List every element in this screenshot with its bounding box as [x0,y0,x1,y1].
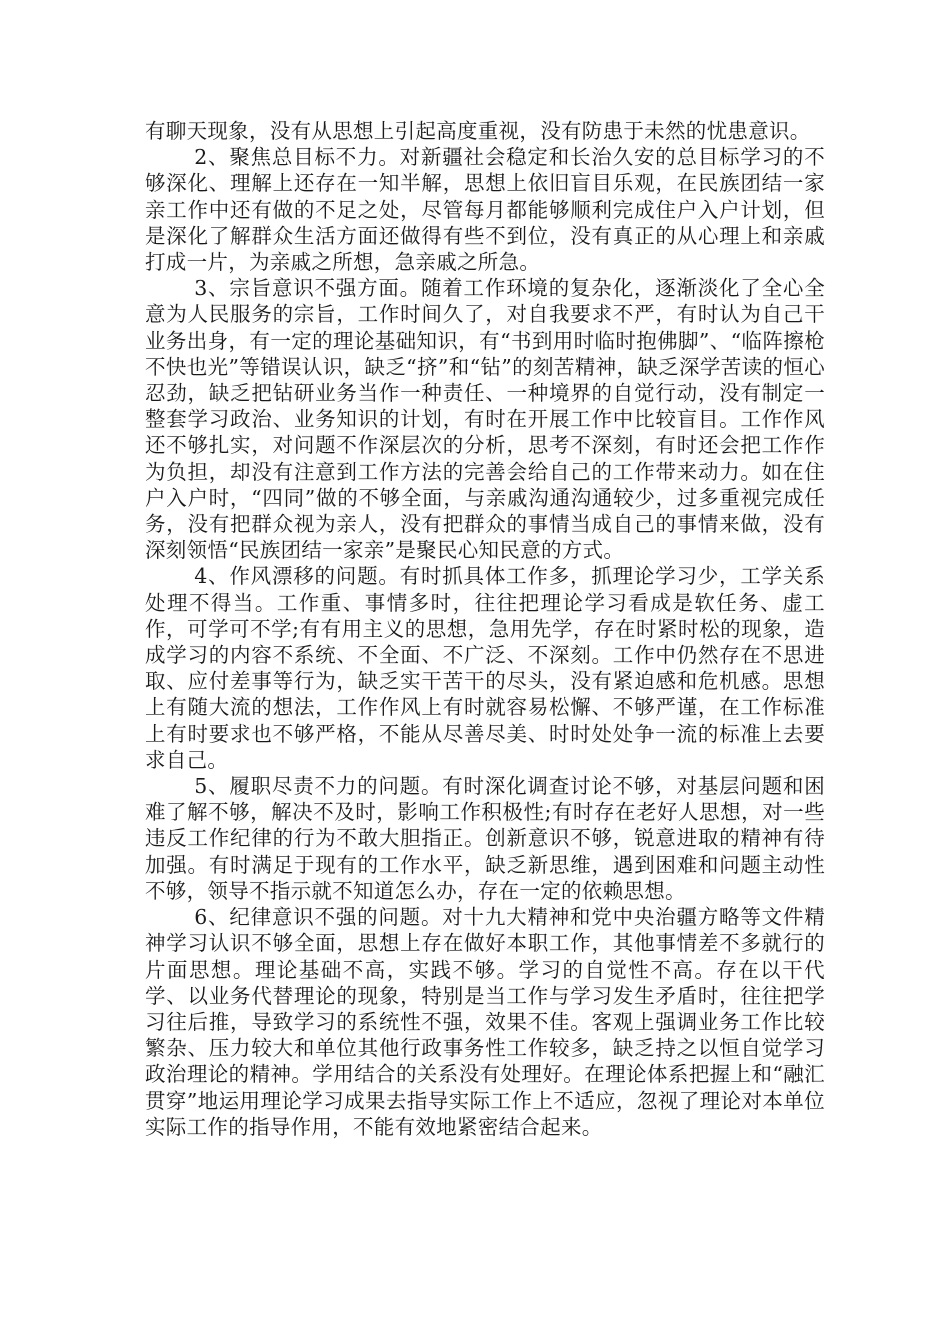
paragraph-item-4: 4、作风漂移的问题。有时抓具体工作多，抓理论学习少，工学关系处理不得当。工作重、事情多时，往往把理论学习看成是软任务、虚工作，可学可不学;有有用主义的思想，急用先学，存在时紧时松的现象，造成学习的内容不系统、不全面、不广泛、不深刻。工作中仍然存在不思进取、应付差事等行为，缺乏实干苦干的尽头，没有紧迫感和危机感。思想上有随大流的想法，工作作风上有时就容易松懈、不够严谨，在工作标准上有时要求也不够严格，不能从尽善尽美、时时处处争一流的标准上去要求自己。 [145,564,825,772]
document-body [145,118,825,1140]
paragraph-item-3: 3、宗旨意识不强方面。随着工作环境的复杂化，逐渐淡化了全心全意为人民服务的宗旨，工作时间久了，对自我要求不严，有时认为自己干业务出身，有一定的理论基础知识，有“书到用时临时抱佛脚”、“临阵擦枪不快也光”等错误认识，缺乏“挤”和“钻”的刻苦精神，缺乏深学苦读的恒心忍劲，缺乏把钻研业务当作一种责任、一种境界的自觉行动，没有制定一整套学习政治、业务知识的计划，有时在开展工作中比较盲目。工作作风还不够扎实，对问题不作深层次的分析，思考不深刻，有时还会把工作作为负担，却没有注意到工作方法的完善会给自己的工作带来动力。如在住户入户时，“四同”做的不够全面，与亲戚沟通沟通较少，过多重视完成任务，没有把群众视为亲人，没有把群众的事情当成自己的事情来做，没有深刻领悟“民族团结一家亲”是聚民心知民意的方式。 [145,276,825,563]
paragraph-continuation: 有聊天现象，没有从思想上引起高度重视，没有防患于未然的忧患意识。 [145,119,811,143]
paragraph-item-6: 6、纪律意识不强的问题。对十九大精神和党中央治疆方略等文件精神学习认识不够全面，思想上存在做好本职工作，其他事情差不多就行的片面思想。理论基础不高，实践不够。学习的自觉性不高。存在以干代学、以业务代替理论的现象，特别是当工作与学习发生矛盾时，往往把学习往后推，导致学习的系统性不强，效果不佳。客观上强调业务工作比较繁杂、压力较大和单位其他行政事务性工作较多，缺乏持之以恒自觉学习政治理论的精神。学用结合的关系没有处理好。在理论体系把握上和“融汇贯穿”地运用理论学习成果去指导实际工作上不适应，忽视了理论对本单位实际工作的指导作用，不能有效地紧密结合起来。 [145,905,825,1139]
paragraph-item-5: 5、履职尽责不力的问题。有时深化调查讨论不够，对基层问题和困难了解不够，解决不及时，影响工作积极性;有时存在老好人思想，对一些违反工作纪律的行为不敢大胆指正。创新意识不够，锐意进取的精神有待加强。有时满足于现有的工作水平，缺乏新思维，遇到困难和问题主动性不够，领导不指示就不知道怎么办，存在一定的依赖思想。 [145,774,825,903]
paragraph-item-2: 2、聚焦总目标不力。对新疆社会稳定和长治久安的总目标学习的不够深化、理解上还存在一知半解，思想上依旧盲目乐观，在民族团结一家亲工作中还有做的不足之处，尽管每月都能够顺利完成住户入户计划，但是深化了解群众生活方面还做得有些不到位，没有真正的从心理上和亲戚打成一片，为亲戚之所想，急亲戚之所急。 [145,145,825,275]
